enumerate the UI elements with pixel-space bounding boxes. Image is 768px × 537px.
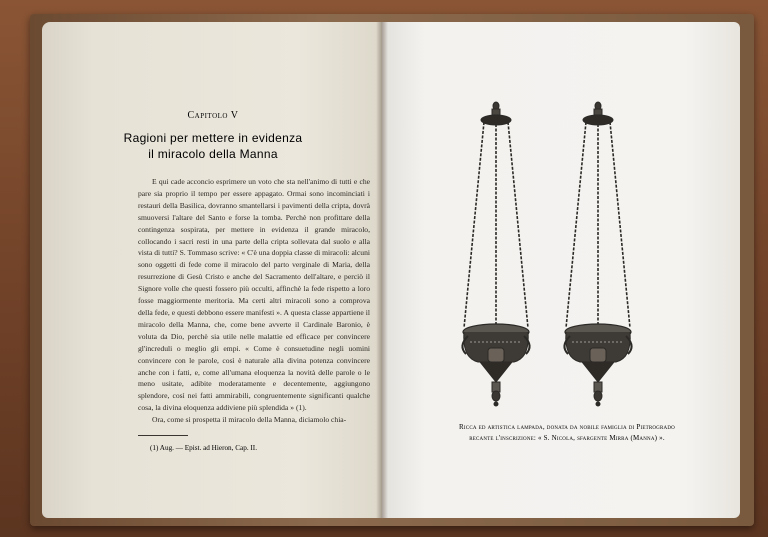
caption-line-2: recante l'inscrizione: « S. Nicola, sfargente Mirra (Manna) ». (469, 434, 665, 442)
footnote: (1) Aug. — Epist. ad Hieron, Cap. II. (150, 444, 257, 452)
chapter-title-line-1: Ragioni per mettere in evidenza (123, 131, 303, 145)
left-page-content (42, 14, 384, 526)
chapter-title (42, 130, 384, 162)
chapter-heading: Capitolo V (187, 110, 239, 121)
caption-line-1: Ricca ed artistica lampada, donata da nobile famiglia di Pietrogrado (459, 423, 675, 431)
body-text (138, 176, 370, 426)
paragraph: Ora, come si prospetta il miracolo della Manna, diciamolo chia- (152, 415, 347, 425)
paragraph: E qui cade acconcio esprimere un voto che sta nell'animo di tutti e che pare sia proprio il tempo per essere appagato. Ormai sono incominciati i restauri della Basilica, dovranno smantellarsi i pavimenti della cripta, dovrà smuoversi l'altare del Santo e forse la tomba. Perchè non profittare della contingenza sospirata, per mettere in evidenza il grande miracolo, collocando i sacri resti in una parte della cripta sollevata dal suolo e alla vista di tutti? S. Tommaso scrive: « C'è una doppia classe di miracoli: alcuni sono oggetti di fede come il miracolo del parto verginale di Maria, della resurrezione di Gesù Cristo e anche del Sacramento dell'altare, e perciò il Signore volle che questi fossero più occulti, affinchè la fede rispetto a loro fosse maggiormente meritoria. Ma certi altri miracoli sono a comprova della fede, e questi debbono essere manifesti ». A questa classe appartiene il miracolo della Manna, che, come bene avverte il Cardinale Baronio, è voluta da Dio, perchè sia utile nelle malattie ed efficace per convincere gl'increduli o meglio gli empi. « Come è consuetudine negli uomini convincere con le parole, così è naturale alla divina potenza convincere anche con i fatti, e, come all'umana eloquenza la novità delle parole o le meno usitate, adibite moderatamente e decentemente, aggiungono splendore, così nei fatti ammirabili, congruentemente significanti qualche cosa, la divina eloquenza addiviene più splendida » (1). (138, 177, 370, 413)
chapter-title-line-2: il miracolo della Manna (148, 147, 278, 161)
illustration-caption (402, 422, 732, 444)
hanging-lamp-illustration (558, 100, 638, 410)
hanging-lamp-illustration (456, 100, 536, 410)
open-book (30, 14, 754, 526)
footnote-rule (138, 435, 188, 436)
